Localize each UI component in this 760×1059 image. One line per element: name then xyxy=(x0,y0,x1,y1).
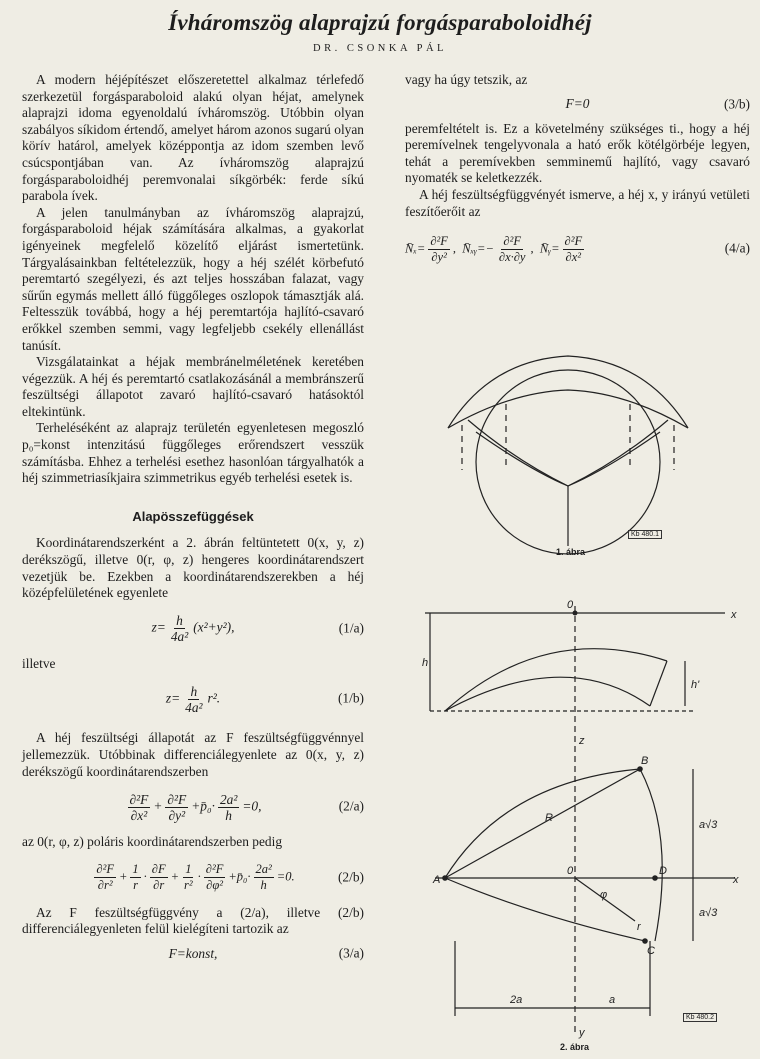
paragraph: vagy ha úgy tetszik, az xyxy=(405,72,528,87)
label-C: C xyxy=(647,945,655,957)
paragraph: A héj feszültségi állapotát az F feszültségfüggvénnyel jellemezzük. Utóbbinak differenciálegyenlete az 0(x, y, z) derékszögű koordinátarendszerben xyxy=(22,730,364,779)
label-a-sqrt3-bottom: a√3 xyxy=(699,907,718,919)
paragraph: Terheléséként az alaprajz területén egyenletesen megoszló p₀=konst intenzitású függőleges erőrendszert vesszük számításba. Ehhez a terhelési esethez hasonlóan tárgyalhatók a héj szimmetriasíkjaira szimmetrikus egyéb terhelési esetek is. xyxy=(22,420,364,486)
equation-2a: $\frac{\text{∂²F}}{\text{∂x²}}$ + $\frac{\text{∂²F}}{\text{∂y²}}$ +p̄₀· $\frac{\text{2a²}}{h}$ =0, (2/a) xyxy=(129,791,364,823)
section-heading: Alapösszefüggések xyxy=(132,508,254,524)
figure-1-stamp: Kb 480.1 xyxy=(628,530,662,539)
right-column xyxy=(405,72,750,276)
point-O-top xyxy=(573,611,578,616)
paragraph: illetve xyxy=(22,655,56,671)
label-2a: 2a xyxy=(510,994,523,1006)
rib-left xyxy=(476,432,568,486)
label-h: h xyxy=(422,657,429,669)
elevation-curve-upper xyxy=(445,649,667,711)
label-a: a xyxy=(609,994,616,1006)
label-y: y xyxy=(579,1027,585,1039)
paragraph: az 0(r, φ, z) poláris koordinátarendszerben pedig xyxy=(22,834,283,850)
label-x: x xyxy=(733,874,739,886)
equation-4a: N̄ₓ= $\frac{\text{∂²F}}{\text{∂y²}}$ , N̄ₓᵧ=− $\frac{\text{∂²F}}{\partial x\cdot\partial y}$ , N̄ᵧ= $\frac{\text{∂²F}}{\text{∂x²}}$ (4/a) xyxy=(405,233,750,264)
paragraph: peremfeltételt is. Ez a követelmény szükséges ti., hogy a héj peremívelnek tengelyvonala a ható erők kötélgörbéje legyen, tehát a peremívekben semminemű hajlító, vagy csavaró nyomaték se keletkezzék. xyxy=(405,120,750,186)
equation-3a: F=konst, (3/a) xyxy=(168,945,364,961)
figure-2 xyxy=(395,596,755,1046)
figure-2-stamp: Kb 480.2 xyxy=(683,1013,717,1022)
paragraph: Koordinátarendszerként a 2. ábrán feltüntetett 0(x, y, z) derékszögű, illetve 0(r, φ, z) hengeres koordinátarendszert vezetjük be. Ezekben a koordinátarendszerekben a héj középfelületének egyenlete xyxy=(22,535,364,601)
elevation-curve-lower xyxy=(445,677,650,711)
equation-3b: F=0 (3/b) xyxy=(565,96,750,112)
figure-2-caption: 2. ábra xyxy=(560,1042,590,1052)
point-D xyxy=(652,875,658,881)
paragraph: Az F feszültségfüggvény a (2/a), illetve (2/b) differenciálegyenleten felül kielégíteni tartozik az xyxy=(22,904,364,937)
equation-tag: (2/a) xyxy=(338,798,364,814)
label-A: A xyxy=(433,874,441,886)
arc-BD-C xyxy=(640,769,662,941)
equation-tag: (1/b) xyxy=(337,691,364,707)
label-x-top: x xyxy=(731,609,737,621)
label-O-top: 0 xyxy=(567,599,574,611)
equation-tag: (3/b) xyxy=(723,96,750,112)
rib-right xyxy=(568,432,660,486)
label-h-prime: h' xyxy=(691,679,700,691)
label-O: 0 xyxy=(567,865,574,877)
article-title: Ívháromszög alaprajzú forgásparaboloidhéj xyxy=(168,10,592,35)
paragraph: A héj feszültségfüggvényét ismerve, a héj x, y irányú vetületi feszítőerőit az xyxy=(405,186,750,219)
radius-R xyxy=(445,769,640,878)
elevation-edge xyxy=(650,661,667,706)
label-D: D xyxy=(659,865,667,877)
author-line: DR. CSONKA PÁL xyxy=(313,43,447,54)
equation-1a: z= $\frac{h}{\text{4a²}}$ (x²+y²), (1/a) xyxy=(151,613,364,645)
equation-2b: $\frac{\text{∂²F}}{\text{∂r²}}$ + $\frac{1}{r}$ · $\frac{\partial F}{\partial r}$ + $\frac{1}{\text{r²}}$ · $\frac{\text{∂²F}}{\text{∂φ²}}$ +p̄₀· $\frac{\text{2a²}}{h}$ =0. (2/b) xyxy=(96,862,364,893)
label-r: r xyxy=(637,921,641,933)
paragraph: A jelen tanulmányban az ívháromszög alaprajzú, forgásparaboloid héjak számítására alkalmas, a gyakorlat igényeinek megfelelő közelítő eljárást ismertetünk. Tárgyalásainkban feltételezzük, hogy a héj szélét körbefutó peremtartó szegélyezi, és azt teljes hosszában falazat, vagy sűrűn egymás mellett álló függőleges oszlopok támasztják alá. Feltesszük továbbá, hogy a héj peremtartója hajlító-csavaró erőkkel szemben semmi, vagy legfeljebb csekély ellenállást tanúsít. xyxy=(22,204,364,353)
label-z: z xyxy=(579,735,585,747)
equation-1b: z= $\frac{h}{\text{4a²}}$ r². (1/b) xyxy=(165,683,364,715)
rib-arc xyxy=(468,420,668,486)
point-C xyxy=(642,938,648,944)
left-column xyxy=(22,72,364,970)
point-B xyxy=(637,766,643,772)
equation-tag: (1/a) xyxy=(338,620,364,636)
point-A xyxy=(442,875,448,881)
paragraph: Vizsgálatainkat a héjak membránelméletének keretében végezzük. A héj és peremtartó csatlakozásánál a membránszerű feszültségi állapotot zavaró hajlító-csavaró hatásoktól eltekintünk. xyxy=(22,354,364,419)
paragraph: A modern héjépítészet előszeretettel alkalmaz térlefedő szerkezetül forgásparaboloid alakú olyan héjat, amelynek alaprajzi idoma egyenoldalú ívháromszög. Utóbbin olyan szabályos síkidom értendő, amelyet három azonos sugarú olyan körív határol, amelyek középpontja az idom szemben levő csúcspontjában van. Az ívháromszög alaprajzú forgásparaboloidhéj peremvonalai síkgörbék: ferde síkú parabola ívek. xyxy=(22,72,364,204)
arc-AC xyxy=(445,878,645,941)
equation-tag: (3/a) xyxy=(338,945,364,961)
label-B: B xyxy=(641,755,649,767)
label-phi: φ xyxy=(600,889,608,901)
figure-1-caption: 1. ábra xyxy=(556,547,586,557)
equation-tag: (2/b) xyxy=(337,869,364,885)
label-a-sqrt3-top: a√3 xyxy=(699,819,718,831)
figure-1-drawing xyxy=(420,320,720,560)
figure-1 xyxy=(420,320,720,560)
figure-2-drawing xyxy=(395,596,755,1046)
shell-edge xyxy=(448,390,688,428)
label-R: R xyxy=(545,812,553,824)
shell-outline xyxy=(448,356,688,428)
equation-tag: (4/a) xyxy=(724,240,750,256)
